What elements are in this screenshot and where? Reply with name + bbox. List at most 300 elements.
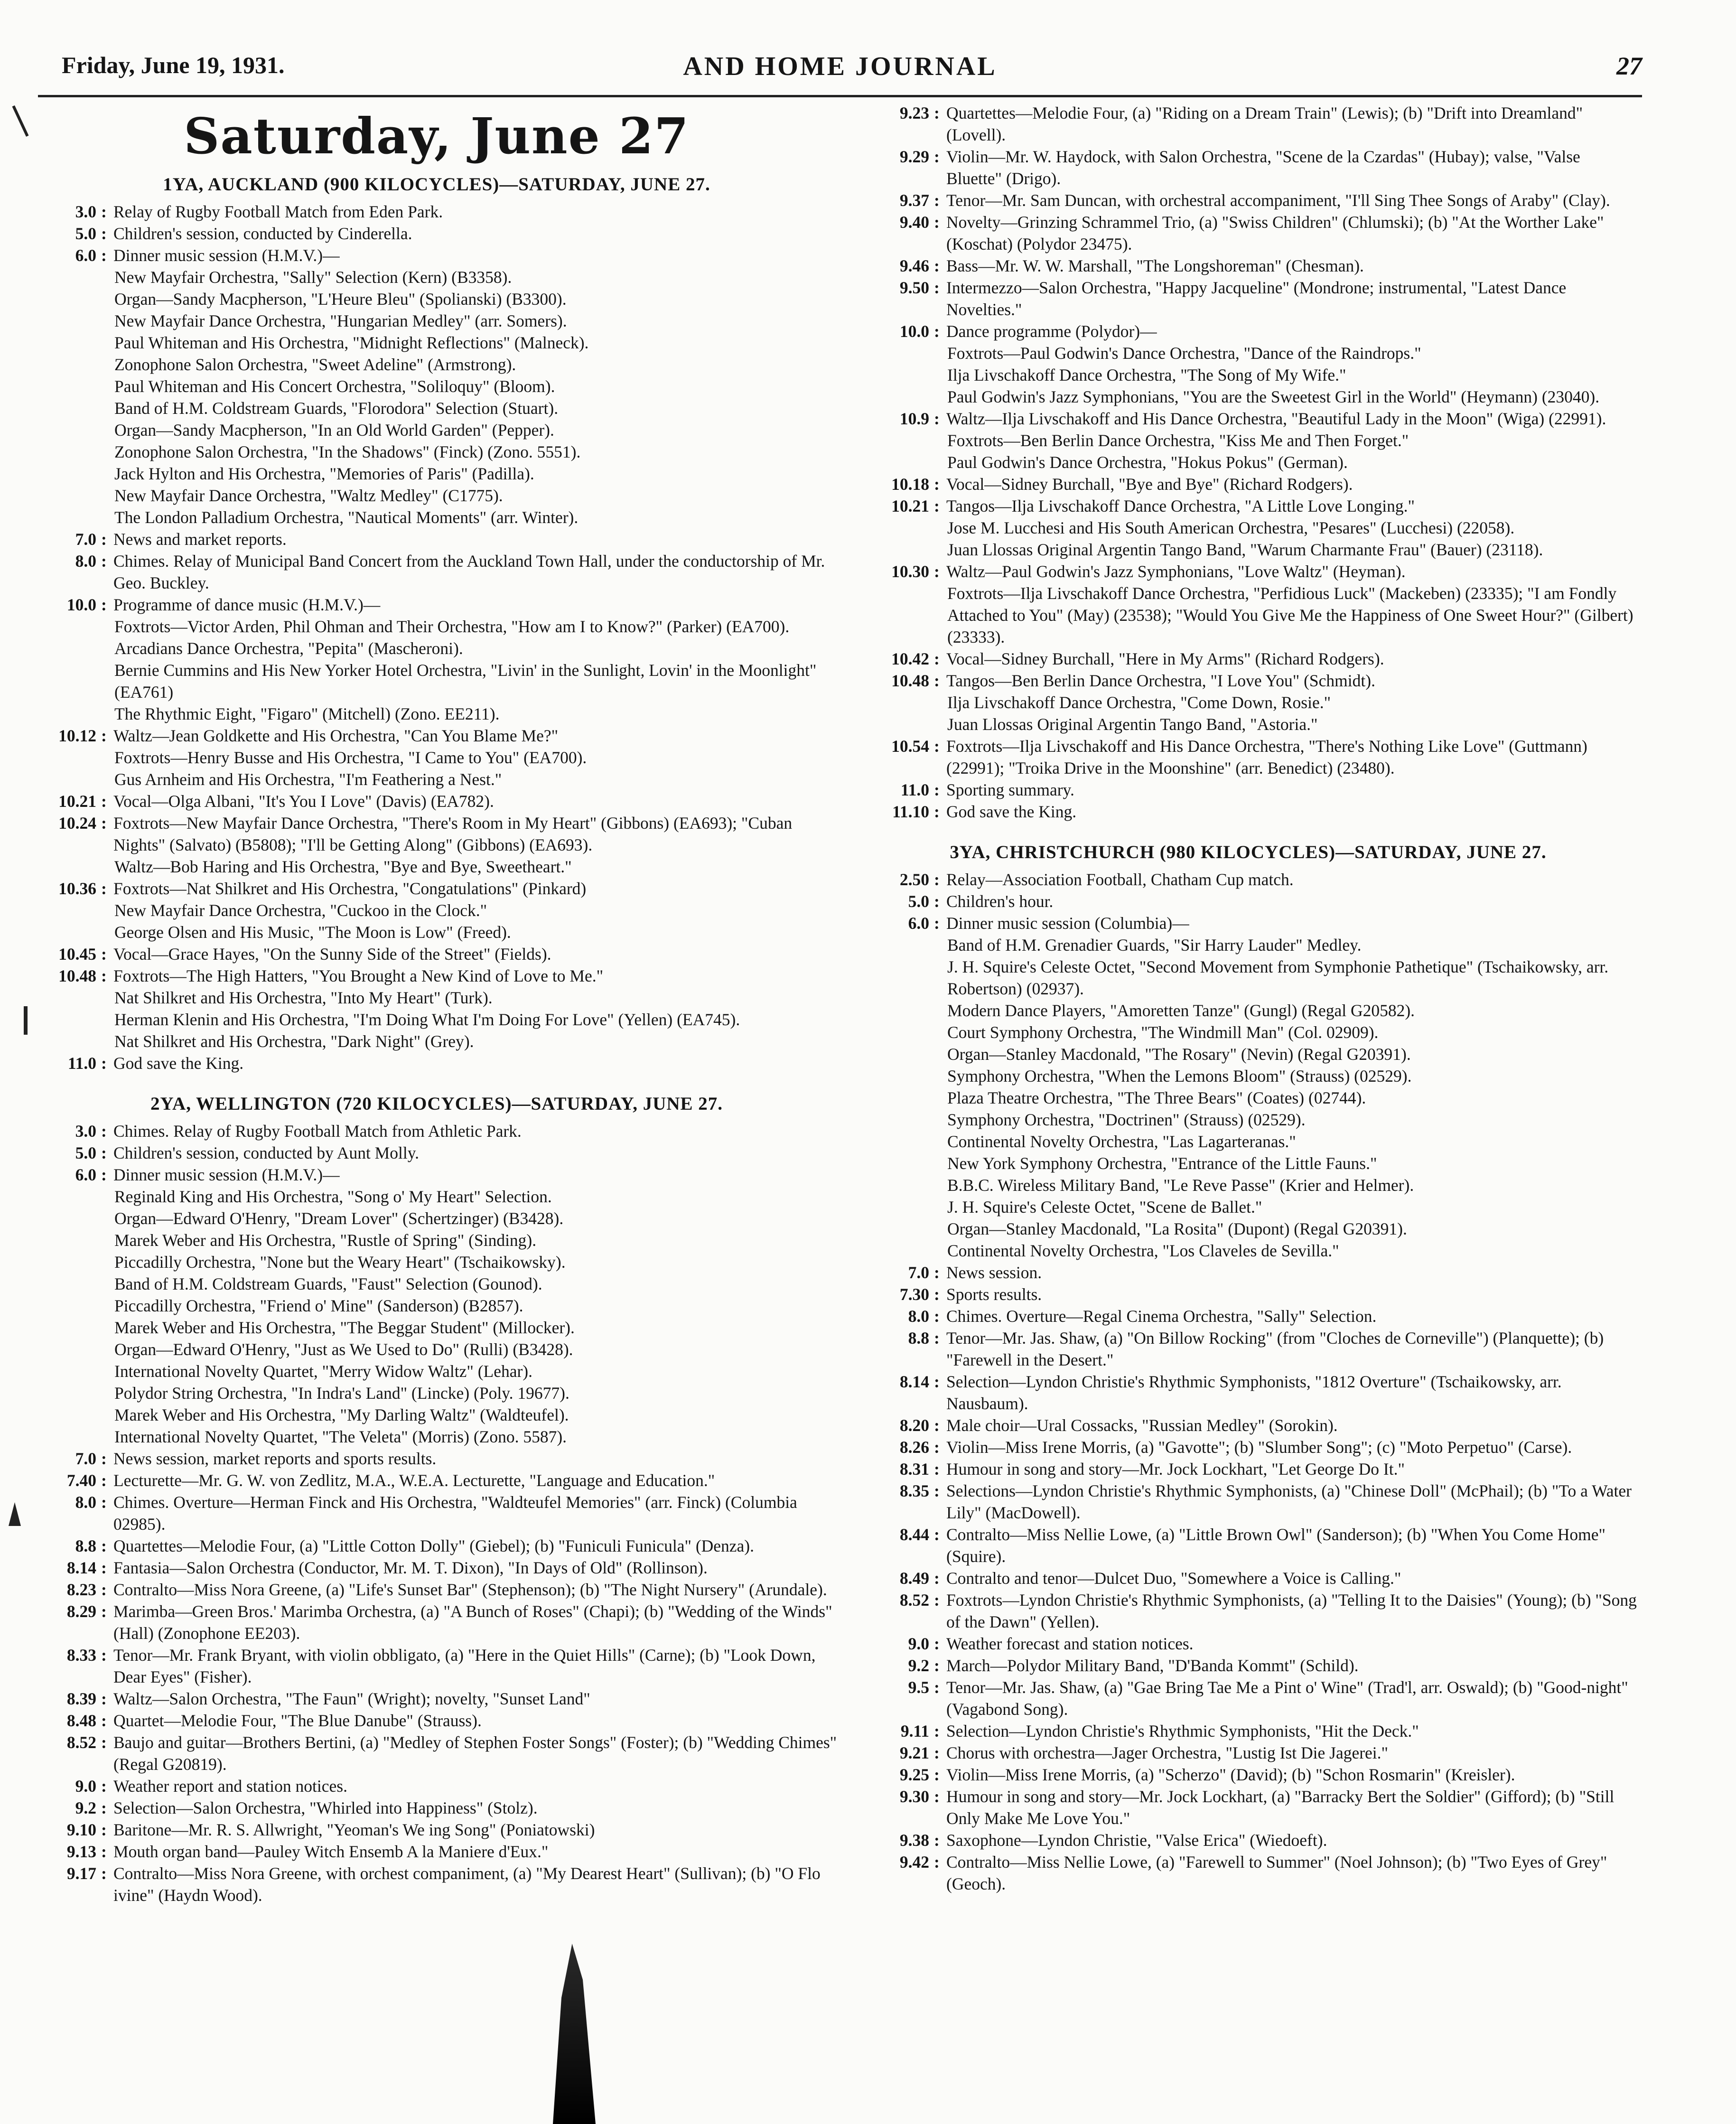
entry-separator: : <box>934 1416 940 1435</box>
programme-entry <box>859 1655 1637 1676</box>
entry-body <box>113 1710 847 1731</box>
programme-entry <box>859 912 1637 1262</box>
programme-entry <box>26 1688 847 1710</box>
entry-separator: : <box>101 726 107 745</box>
entry-line: New Mayfair Dance Orchestra, "Waltz Medley" (C1775). <box>114 486 503 505</box>
entry-body <box>946 869 1637 890</box>
entry-time: 10.48 <box>58 966 96 985</box>
entry-line: Marek Weber and His Orchestra, "The Beggar Student" (Millocker). <box>114 1318 575 1337</box>
entry-line: Violin—Miss Irene Morris, (a) "Gavotte"; (b) "Slumber Song"; (c) "Moto Perpetuo" (Carse). <box>946 1438 1572 1457</box>
programme-entry <box>26 1469 847 1491</box>
entry-line: J. H. Squire's Celeste Octet, "Scene de Ballet." <box>947 1198 1262 1216</box>
entry-line: Foxtrots—Henry Busse and His Orchestra, "I Came to You" (EA700). <box>114 748 587 767</box>
entry-line: Sports results. <box>946 1285 1042 1304</box>
entry-body <box>946 1655 1637 1676</box>
entry-separator: : <box>101 1558 107 1577</box>
entry-line: Novelty—Grinzing Schrammel Trio, (a) "Swiss Children" (Chlumski); (b) "At the Worther Lake" (Koschat) (Polydor 23475). <box>946 213 1604 253</box>
entry-separator: : <box>934 475 940 494</box>
programme-entry <box>859 1436 1637 1458</box>
entry-line: The Rhythmic Eight, "Figaro" (Mitchell) (Zono. EE211). <box>114 704 500 723</box>
entry-time: 9.30 <box>899 1787 929 1806</box>
entry-time: 9.5 <box>908 1678 929 1697</box>
entry-line: Violin—Mr. W. Haydock, with Salon Orchestra, "Scene de la Czardas" (Hubay); valse, "Valse Bluette" (Drigo). <box>946 147 1580 188</box>
entry-line: Relay of Rugby Football Match from Eden Park. <box>113 202 443 221</box>
programme-entry <box>859 1283 1637 1305</box>
entry-line: Contralto—Miss Nellie Lowe, (a) "Little Brown Owl" (Sanderson); (b) "When You Come Home" (Squire). <box>946 1525 1606 1566</box>
entry-separator: : <box>934 1307 940 1326</box>
programme-entry <box>859 211 1637 255</box>
entry-separator: : <box>101 879 107 898</box>
entry-separator: : <box>934 562 940 581</box>
entry-time: 10.30 <box>891 562 929 581</box>
entry-separator: : <box>101 1733 107 1752</box>
entry-time: 9.2 <box>75 1798 96 1817</box>
programme-entry <box>859 1720 1637 1742</box>
entry-separator: : <box>934 1525 940 1544</box>
entry-line: Children's session, conducted by Aunt Molly. <box>113 1143 420 1162</box>
programme-entry <box>26 1731 847 1775</box>
ink-stain <box>553 1944 596 2124</box>
entry-line: Humour in song and story—Mr. Jock Lockhart, (a) "Barracky Bert the Soldier" (Gifford); (b) "Still Only Make Me Love You." <box>946 1787 1615 1828</box>
entry-separator: : <box>934 802 940 821</box>
programme-entry <box>26 550 847 594</box>
entry-line: Paul Whiteman and His Orchestra, "Midnight Reflections" (Malneck). <box>114 333 589 352</box>
entry-line: Foxtrots—The High Hatters, "You Brought a New Kind of Love to Me." <box>113 966 604 985</box>
entry-time: 9.23 <box>899 103 929 122</box>
entry-body <box>946 495 1637 561</box>
entry-body <box>113 550 847 594</box>
entry-line: Chimes. Relay of Municipal Band Concert from the Auckland Town Hall, under the conductorship of Mr. Geo. Buckley. <box>113 552 825 592</box>
entry-line: Nat Shilkret and His Orchestra, "Into My Heart" (Turk). <box>114 988 493 1007</box>
entry-body <box>946 561 1637 648</box>
entry-line: Waltz—Ilja Livschakoff and His Dance Orchestra, "Beautiful Lady in the Moon" (Wiga) (22991). <box>946 409 1606 428</box>
entry-line: Waltz—Jean Goldkette and His Orchestra, "Can You Blame Me?" <box>113 726 559 745</box>
entry-line: Piccadilly Orchestra, "Friend o' Mine" (Sanderson) (B2857). <box>114 1296 523 1315</box>
entry-time: 10.9 <box>899 409 929 428</box>
entry-separator: : <box>101 552 107 571</box>
programme-entry <box>859 277 1637 320</box>
entry-line: Foxtrots—Victor Arden, Phil Ohman and Their Orchestra, "How am I to Know?" (Parker) (EA700). <box>114 617 790 636</box>
entry-line: Continental Novelty Orchestra, "Los Claveles de Sevilla." <box>947 1241 1339 1260</box>
entry-line: Reginald King and His Orchestra, "Song o' My Heart" Selection. <box>114 1187 552 1206</box>
entry-body <box>946 1283 1637 1305</box>
entry-line: Foxtrots—Lyndon Christie's Rhythmic Symphonists, (a) "Telling It to the Daisies" (Young); (b) "Song of the Dawn" (Yellen). <box>946 1591 1637 1631</box>
programme-entry <box>26 725 847 790</box>
programme-entry <box>26 1775 847 1797</box>
entry-line: Nat Shilkret and His Orchestra, "Dark Night" (Grey). <box>114 1032 474 1051</box>
entry-line: Ilja Livschakoff Dance Orchestra, "Come Down, Rosie." <box>947 693 1331 712</box>
entry-time: 6.0 <box>908 914 929 933</box>
entry-body <box>946 277 1637 320</box>
entry-time: 9.11 <box>900 1722 929 1740</box>
programme-entry <box>859 1458 1637 1480</box>
programme-entry <box>26 1797 847 1819</box>
entry-body <box>946 1567 1637 1589</box>
entry-line: International Novelty Quartet, "Merry Widow Waltz" (Lehar). <box>114 1362 532 1381</box>
entry-body <box>946 1764 1637 1786</box>
entry-line: Chimes. Overture—Regal Cinema Orchestra, "Sally" Selection. <box>946 1307 1377 1326</box>
entry-time: 7.0 <box>75 530 96 549</box>
entry-line: J. H. Squire's Celeste Octet, "Second Movement from Symphonie Pathetique" (Tschaikowsky, arr. Robertson) (02937). <box>947 957 1609 998</box>
entry-line: Tenor—Mr. Frank Bryant, with violin obbligato, (a) "Here in the Quiet Hills" (Carne); (b) "Look Down, Dear Eyes" (Fisher). <box>113 1646 816 1686</box>
entry-line: Programme of dance music (H.M.V.)— <box>113 595 381 614</box>
programme-entry <box>26 878 847 943</box>
entry-body <box>113 878 847 943</box>
programme-entry <box>859 1633 1637 1655</box>
entry-time: 9.40 <box>899 213 929 232</box>
entry-time: 8.31 <box>899 1460 929 1478</box>
margin-mark <box>24 1006 28 1035</box>
station-heading: 1YA, AUCKLAND (900 KILOCYCLES)—SATURDAY, JUNE 27. <box>163 174 710 195</box>
programme-entry <box>859 408 1637 473</box>
entry-body <box>113 1819 847 1841</box>
entry-line: New York Symphony Orchestra, "Entrance of the Little Fauns." <box>947 1154 1377 1173</box>
entry-line: Selection—Lyndon Christie's Rhythmic Symphonists, "Hit the Deck." <box>946 1722 1419 1740</box>
entry-body <box>946 189 1637 211</box>
entry-separator: : <box>934 737 940 756</box>
entry-separator: : <box>934 1372 940 1391</box>
entry-time: 10.12 <box>58 726 96 745</box>
entry-line: Zonophone Salon Orchestra, "Sweet Adeline" (Armstrong). <box>114 355 516 374</box>
entry-body <box>113 244 847 528</box>
entry-body <box>946 670 1637 735</box>
entry-separator: : <box>934 1591 940 1609</box>
entry-time: 9.25 <box>899 1765 929 1784</box>
entry-line: Vocal—Olga Albani, "It's You I Love" (Davis) (EA782). <box>113 792 494 811</box>
entry-body <box>946 211 1637 255</box>
entry-line: Chimes. Overture—Herman Finck and His Orchestra, "Waldteufel Memories" (arr. Finck) (Columbia 02985). <box>113 1493 797 1534</box>
entry-separator: : <box>934 1853 940 1871</box>
entry-line: Violin—Miss Irene Morris, (a) "Scherzo" (David); (b) "Schon Rosmarin" (Kreisler). <box>946 1765 1515 1784</box>
programme-entry <box>859 648 1637 670</box>
programme-entry <box>859 255 1637 277</box>
entry-body <box>113 1120 847 1142</box>
entry-separator: : <box>934 1634 940 1653</box>
entry-line: Baritone—Mr. R. S. Allwright, "Yeoman's We ing Song" (Poniatowski) <box>113 1820 595 1839</box>
entry-separator: : <box>934 147 940 166</box>
entry-body <box>946 890 1637 912</box>
entry-time: 10.21 <box>891 496 929 515</box>
entry-line: Humour in song and story—Mr. Jock Lockhart, "Let George Do It." <box>946 1460 1405 1478</box>
entry-time: 8.52 <box>899 1591 929 1609</box>
entry-line: Vocal—Sidney Burchall, "Bye and Bye" (Richard Rodgers). <box>946 475 1353 494</box>
programme-entry <box>26 1491 847 1535</box>
entry-line: Paul Godwin's Jazz Symphonians, "You are the Sweetest Girl in the World" (Heymann) (23040). <box>947 387 1600 406</box>
entry-line: Mouth organ band—Pauley Witch Ensemb A la Maniere d'Eux." <box>113 1842 549 1861</box>
programme-entry <box>26 943 847 965</box>
entry-separator: : <box>101 1471 107 1490</box>
entry-line: Marimba—Green Bros.' Marimba Orchestra, (a) "A Bunch of Roses" (Chapi); (b) "Wedding of the Winds" (Hall) (Zonophone EE203). <box>113 1602 832 1643</box>
programme-entry <box>859 890 1637 912</box>
entry-separator: : <box>934 780 940 799</box>
entry-separator: : <box>934 1481 940 1500</box>
programme-entry <box>26 1819 847 1841</box>
programme-entry <box>26 201 847 223</box>
programme-entry <box>26 223 847 244</box>
entry-line: Band of H.M. Coldstream Guards, "Florodora" Selection (Stuart). <box>114 399 559 418</box>
entry-body <box>946 1786 1637 1829</box>
programme-entry <box>26 1142 847 1164</box>
entry-line: Marek Weber and His Orchestra, "My Darling Waltz" (Waldteufel). <box>114 1405 569 1424</box>
programme-entry <box>26 1052 847 1074</box>
entry-line: Symphony Orchestra, "Doctrinen" (Strauss) (02529). <box>947 1110 1306 1129</box>
right-column <box>859 102 1637 1914</box>
entry-body <box>946 801 1637 823</box>
programme-entry <box>26 1164 847 1448</box>
entry-separator: : <box>101 1842 107 1861</box>
entry-separator: : <box>101 1536 107 1555</box>
entry-line: Lecturette—Mr. G. W. von Zedlitz, M.A., W.E.A. Lecturette, "Language and Education." <box>113 1471 715 1490</box>
entry-separator: : <box>101 1580 107 1599</box>
entry-line: Paul Whiteman and His Concert Orchestra, "Soliloquy" (Bloom). <box>114 377 555 396</box>
entry-separator: : <box>934 1656 940 1675</box>
entry-time: 7.40 <box>66 1471 96 1490</box>
entry-line: New Mayfair Dance Orchestra, "Hungarian Medley" (arr. Somers). <box>114 311 567 330</box>
entry-time: 7.0 <box>75 1449 96 1468</box>
entry-time: 3.0 <box>75 1122 96 1141</box>
entry-time: 9.37 <box>899 191 929 210</box>
programme-entry <box>859 1524 1637 1567</box>
page-header <box>38 43 1642 97</box>
entry-line: Waltz—Salon Orchestra, "The Faun" (Wright); novelty, "Sunset Land" <box>113 1689 590 1708</box>
entry-separator: : <box>934 671 940 690</box>
entry-separator: : <box>101 1798 107 1817</box>
entry-time: 2.50 <box>899 870 929 889</box>
entry-body <box>113 965 847 1052</box>
programme-entry <box>859 320 1637 408</box>
entry-body <box>946 648 1637 670</box>
entry-line: Relay—Association Football, Chatham Cup match. <box>946 870 1294 889</box>
entry-body <box>946 255 1637 277</box>
programme-entry <box>26 1710 847 1731</box>
entry-separator: : <box>934 278 940 297</box>
entry-line: Bass—Mr. W. W. Marshall, "The Longshoreman" (Chesman). <box>946 256 1364 275</box>
entry-line: Jose M. Lucchesi and His South American Orchestra, "Pesares" (Lucchesi) (22058). <box>947 518 1515 537</box>
entry-line: Herman Klenin and His Orchestra, "I'm Doing What I'm Doing For Love" (Yellen) (EA745). <box>114 1010 740 1029</box>
entry-body <box>113 1731 847 1775</box>
entry-line: Chimes. Relay of Rugby Football Match from Athletic Park. <box>113 1122 522 1141</box>
entry-separator: : <box>934 1787 940 1806</box>
entry-line: B.B.C. Wireless Military Band, "Le Reve Passe" (Krier and Helmer). <box>947 1176 1414 1195</box>
programme-entry <box>859 1371 1637 1414</box>
entry-time: 10.45 <box>58 945 96 964</box>
entry-line: God save the King. <box>113 1054 244 1073</box>
entry-time: 9.10 <box>66 1820 96 1839</box>
entry-time: 5.0 <box>75 1143 96 1162</box>
entry-body <box>946 1633 1637 1655</box>
entry-line: Contralto—Miss Nora Greene, (a) "Life's Sunset Bar" (Stephenson); (b) "The Night Nursery" (Arundale). <box>113 1580 827 1599</box>
page-number: 27 <box>1616 52 1642 80</box>
entry-separator: : <box>934 213 940 232</box>
entry-separator: : <box>101 1711 107 1730</box>
programme-entry <box>26 1557 847 1579</box>
entry-separator: : <box>934 1743 940 1762</box>
entry-body <box>946 912 1637 1262</box>
entry-body <box>113 528 847 550</box>
entry-separator: : <box>934 1765 940 1784</box>
entry-separator: : <box>101 1449 107 1468</box>
entry-separator: : <box>934 892 940 911</box>
programme-entry <box>859 1851 1637 1895</box>
entry-time: 8.29 <box>66 1602 96 1621</box>
entry-time: 7.30 <box>899 1285 929 1304</box>
entry-time: 8.49 <box>899 1569 929 1588</box>
entry-line: Selection—Salon Orchestra, "Whirled into Happiness" (Stolz). <box>113 1798 538 1817</box>
entry-time: 6.0 <box>75 246 96 265</box>
entry-time: 10.21 <box>58 792 96 811</box>
entry-body <box>946 408 1637 473</box>
entry-line: Tangos—Ben Berlin Dance Orchestra, "I Love You" (Schmidt). <box>946 671 1375 690</box>
entry-separator: : <box>101 246 107 265</box>
entry-separator: : <box>101 1493 107 1512</box>
entry-body <box>113 790 847 812</box>
entry-line: Dinner music session (Columbia)— <box>946 914 1189 933</box>
entry-line: Plaza Theatre Orchestra, "The Three Bears" (Coates) (02744). <box>947 1088 1366 1107</box>
entry-body <box>946 1742 1637 1764</box>
entry-separator: : <box>934 103 940 122</box>
programme-entry <box>859 1829 1637 1851</box>
entry-body <box>946 146 1637 189</box>
entry-time: 8.0 <box>908 1307 929 1326</box>
entry-body <box>113 812 847 878</box>
entry-body <box>113 1142 847 1164</box>
entry-separator: : <box>934 1569 940 1588</box>
entry-time: 8.52 <box>66 1733 96 1752</box>
entry-body <box>946 735 1637 779</box>
entry-line: News session, market reports and sports results. <box>113 1449 437 1468</box>
programme-entry <box>859 735 1637 779</box>
entry-separator: : <box>934 870 940 889</box>
entry-time: 8.44 <box>899 1525 929 1544</box>
entry-body <box>946 779 1637 801</box>
entry-line: Weather report and station notices. <box>113 1777 347 1796</box>
entry-line: Foxtrots—Nat Shilkret and His Orchestra, "Congatulations" (Pinkard) <box>113 879 587 898</box>
entry-separator: : <box>101 814 107 833</box>
entry-line: Band of H.M. Coldstream Guards, "Faust" Selection (Gounod). <box>114 1274 542 1293</box>
programme-entry <box>859 102 1637 146</box>
entry-separator: : <box>101 202 107 221</box>
entry-body <box>113 1579 847 1600</box>
station-section <box>26 174 847 1074</box>
programme-entry <box>859 1480 1637 1524</box>
programme-entry <box>26 594 847 725</box>
entry-time: 9.0 <box>908 1634 929 1653</box>
entry-time: 8.48 <box>66 1711 96 1730</box>
entry-body <box>946 320 1637 408</box>
programme-entry <box>26 1448 847 1469</box>
entry-body <box>113 223 847 244</box>
entry-separator: : <box>934 914 940 933</box>
entry-time: 8.26 <box>899 1438 929 1457</box>
entry-line: Organ—Sandy Macpherson, "In an Old World Garden" (Pepper). <box>114 421 554 440</box>
entry-time: 10.18 <box>891 475 929 494</box>
entry-line: Symphony Orchestra, "When the Lemons Bloom" (Strauss) (02529). <box>947 1067 1412 1085</box>
entry-line: Organ—Sandy Macpherson, "L'Heure Bleu" (Spolianski) (B3300). <box>114 290 567 309</box>
programme-entry <box>26 1862 847 1906</box>
programme-entry <box>859 146 1637 189</box>
programme-entry <box>859 495 1637 561</box>
left-column <box>26 102 847 1925</box>
entry-body <box>113 1535 847 1557</box>
entry-line: Quartettes—Melodie Four, (a) "Riding on a Dream Train" (Lewis); (b) "Drift into Dreamland" (Lovell). <box>946 103 1583 144</box>
programme-entry <box>859 801 1637 823</box>
entry-line: Juan Llossas Original Argentin Tango Band, "Astoria." <box>947 715 1318 734</box>
entry-line: Dinner music session (H.M.V.)— <box>113 246 340 265</box>
day-title: Saturday, June 27 <box>184 107 690 165</box>
entry-line: Dance programme (Polydor)— <box>946 322 1157 341</box>
entry-time: 8.8 <box>75 1536 96 1555</box>
entry-line: Intermezzo—Salon Orchestra, "Happy Jacqueline" (Mondrone; instrumental, "Latest Dance Novelties." <box>946 278 1567 319</box>
entry-body <box>113 1644 847 1688</box>
programme-entry <box>26 965 847 1052</box>
entry-body <box>946 1676 1637 1720</box>
entry-line: March—Polydor Military Band, "D'Banda Kommt" (Schild). <box>946 1656 1359 1675</box>
programme-entry <box>26 812 847 878</box>
entry-line: Continental Novelty Orchestra, "Las Lagarteranas." <box>947 1132 1296 1151</box>
programme-entry <box>859 1676 1637 1720</box>
entry-separator: : <box>101 1143 107 1162</box>
programme-entry <box>859 1414 1637 1436</box>
programme-entry <box>859 1262 1637 1283</box>
entry-separator: : <box>934 1831 940 1850</box>
programme-entry <box>26 1120 847 1142</box>
entry-line: News session. <box>946 1263 1042 1282</box>
entry-time: 9.46 <box>899 256 929 275</box>
entry-time: 10.54 <box>891 737 929 756</box>
entry-line: George Olsen and His Music, "The Moon is Low" (Freed). <box>114 923 511 942</box>
programme-entry <box>859 1786 1637 1829</box>
entry-body <box>113 1052 847 1074</box>
entry-separator: : <box>101 1646 107 1665</box>
entry-time: 10.0 <box>66 595 96 614</box>
entry-separator: : <box>934 496 940 515</box>
entry-line: Dinner music session (H.M.V.)— <box>113 1165 340 1184</box>
entry-time: 10.42 <box>891 649 929 668</box>
programme-entry <box>859 1305 1637 1327</box>
entry-line: Sporting summary. <box>946 780 1074 799</box>
entry-body <box>113 1448 847 1469</box>
entry-line: Children's hour. <box>946 892 1054 911</box>
entry-body <box>946 1262 1637 1283</box>
entry-time: 9.21 <box>899 1743 929 1762</box>
entry-time: 8.35 <box>899 1481 929 1500</box>
entry-body <box>113 1600 847 1644</box>
entry-body <box>113 594 847 725</box>
station-section <box>26 1093 847 1906</box>
journal-title: AND HOME JOURNAL <box>683 52 997 81</box>
entry-body <box>946 1327 1637 1371</box>
entry-separator: : <box>101 530 107 549</box>
entry-time: 8.0 <box>75 552 96 571</box>
entry-body <box>113 1797 847 1819</box>
entry-line: Saxophone—Lyndon Christie, "Valse Erica" (Wiedoeft). <box>946 1831 1327 1850</box>
entry-line: Tangos—Ilja Livschakoff Dance Orchestra, "A Little Love Longing." <box>946 496 1415 515</box>
entry-separator: : <box>101 792 107 811</box>
entry-line: Tenor—Mr. Jas. Shaw, (a) "Gae Bring Tae Me a Pint o' Wine" (Trad'l, arr. Oswald); (b) "Good-night" (Vagabond Song). <box>946 1678 1628 1719</box>
entry-body <box>946 1829 1637 1851</box>
entry-line: The London Palladium Orchestra, "Nautical Moments" (arr. Winter). <box>114 508 579 527</box>
entry-line: Selections—Lyndon Christie's Rhythmic Symphonists, (a) "Chinese Doll" (McPhail); (b) "To a Water Lily" (MacDowell). <box>946 1481 1632 1522</box>
entry-line: Modern Dance Players, "Amoretten Tanze" (Gungl) (Regal G20582). <box>947 1001 1415 1020</box>
entry-line: Jack Hylton and His Orchestra, "Memories of Paris" (Padilla). <box>114 464 534 483</box>
entry-line: Fantasia—Salon Orchestra (Conductor, Mr. M. T. Dixon), "In Days of Old" (Rollinson). <box>113 1558 708 1577</box>
entry-body <box>113 1164 847 1448</box>
entry-line: Quartet—Melodie Four, "The Blue Danube" (Strauss). <box>113 1711 482 1730</box>
entry-body <box>113 1491 847 1535</box>
entry-line: Tenor—Mr. Sam Duncan, with orchestral accompaniment, "I'll Sing Thee Songs of Araby" (Clay). <box>946 191 1610 210</box>
entry-separator: : <box>934 1263 940 1282</box>
entry-line: Chorus with orchestra—Jager Orchestra, "Lustig Ist Die Jagerei." <box>946 1743 1389 1762</box>
